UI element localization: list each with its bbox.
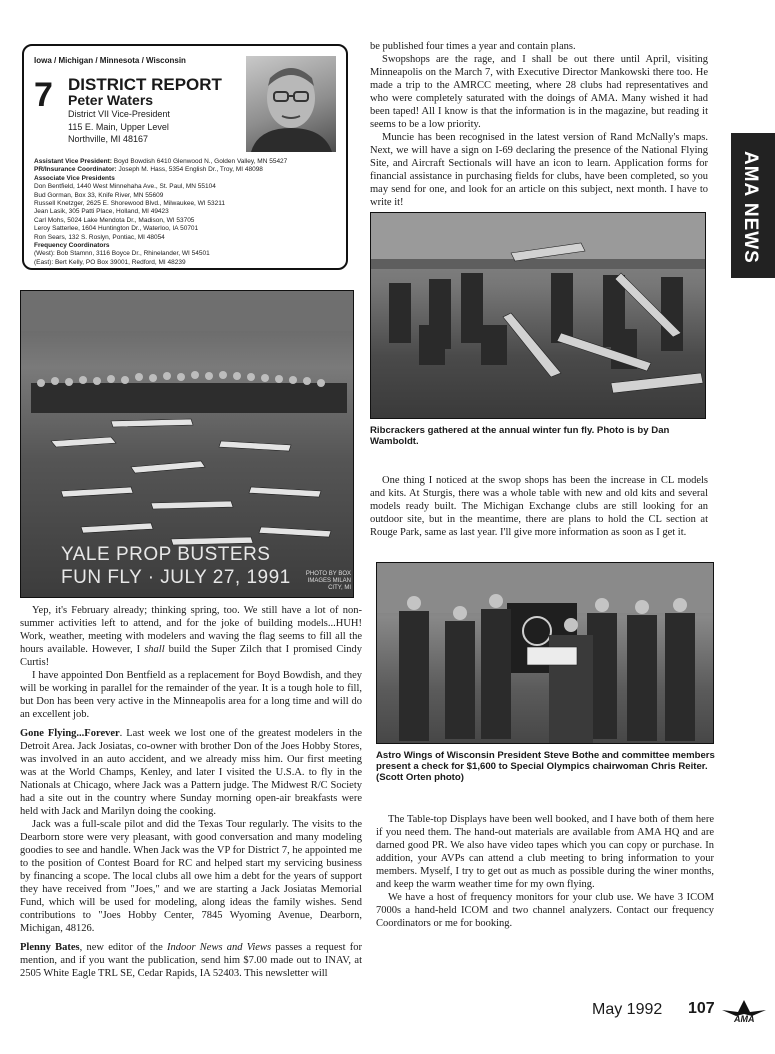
- paragraph: We have a host of frequency monitors for your club use. We have 3 ICOM 7000s a hand-held ICOM and two channel analyzers. Contact our frequency Coordinators or me for booking.: [376, 892, 714, 929]
- article-column-right-mid: [370, 474, 708, 539]
- district-states: Iowa / Michigan / Minnesota / Wisconsin: [34, 56, 186, 65]
- contact-line: [34, 242, 334, 250]
- paragraph: Jack was a full-scale pilot and did the Texas Tour regularly. The visits to the Dearborn store were very pleasant, with good conversation and many modeling goodies to see and handle. When Jack was the VP for District 7, he appointed me to the position of Contest Board for RC and helped start my servicing business by financing a scope. The local clubs all owe him a debt for the years of support they have received from "Joes," and we are starting a Jack Josiatas Memorial Fund, which will be used for modeling, along ideas the family wishes. Send contributions to "Joes Hobby Center, 7845 Wyoming Avenue, Dearborn, Michigan, 48126.: [20, 819, 362, 934]
- yale-photo-caption: [61, 543, 291, 589]
- yale-prop-busters-photo: [20, 290, 354, 598]
- yale-caption-line2: FUN FLY · JULY 27, 1991: [61, 567, 291, 588]
- contact-label: PR/Insurance Coordinator:: [34, 166, 117, 174]
- contact-text: (East): Bert Kelly, PO Box 39001, Redford, MI 48239: [34, 258, 186, 266]
- contact-line: [34, 259, 334, 267]
- contact-line: [34, 250, 334, 258]
- contact-line: [34, 200, 334, 208]
- vp-portrait-photo: [246, 56, 336, 152]
- contact-line: [34, 208, 334, 216]
- contact-text: Russell Knetzger, 2625 E. Shorewood Blvd., Milwaukee, WI 53211: [34, 200, 226, 208]
- section-heading: Plenny Bates: [20, 942, 80, 953]
- ribcrackers-photo: [370, 212, 706, 419]
- district-contacts-list: [34, 158, 334, 267]
- astro-wings-caption: Astro Wings of Wisconsin President Steve Bothe and committee members present a check for $1,600 to Special Olympics chairwoman Chris Reiter. (Scott Orten photo): [376, 750, 715, 783]
- contact-text: (West): Bob Stamnn, 3116 Boyce Dr., Rhinelander, WI 54501: [34, 250, 210, 258]
- contact-text: Boyd Bowdish 6410 Glenwood N., Golden Valley, MN 55427: [113, 158, 288, 165]
- paragraph: Muncie has been recognised in the latest version of Rand McNally's maps. Next, we will have a sign on I-69 declaring the presence of the National Flying Site, and Aircraft Sectionals will have an icon to learn. Application forms for financial assistance in purchasing fields for clubs, have been completed, so you may send for one, and look for an article on this subject, next month. I have to write it!: [370, 132, 708, 208]
- contact-line: [34, 225, 334, 233]
- article-column-right-bottom: [376, 813, 714, 930]
- article-column-right-top: [370, 40, 708, 209]
- contact-text: Carl Mohs, 5024 Lake Mendota Dr., Madison, WI 53705: [34, 216, 195, 224]
- footer-issue-date: May 1992: [592, 1001, 663, 1018]
- contact-line: [34, 175, 334, 183]
- paragraph: Gone Flying...Forever. Last week we lost one of the greatest modelers in the Detroit Area. Jack Josiatas, co-owner with brother Don of the Joes Hobby Stores, was involved in an auto accident, and we already miss him. Our first meeting was at the World Champs, Kenley, and later I visited the U.S.A. to fly in the Nationals at Chicago, where Jack was a Pattern judge. The Midwest R/C Society had a site out in the country where Sunday morning open-air breakfasts were held with Jack and Marilyn doing the cooking.: [20, 728, 362, 817]
- vp-address-line2: Northville, MI 48167: [68, 134, 149, 144]
- paragraph: Plenny Bates, new editor of the Indoor News and Views passes a request for mention, and if you want the publication, send him $7.00 made out to INAV, at 2505 White Eagle TRL SE, Cedar Rapids, IA 52403. This newsletter will: [20, 942, 363, 979]
- contact-line: [34, 192, 334, 200]
- vp-address-line1: 115 E. Main, Upper Level: [68, 122, 169, 132]
- ama-logo-text: AMA: [734, 1014, 755, 1024]
- district-number: 7: [34, 76, 53, 114]
- yale-caption-line1: YALE PROP BUSTERS: [61, 544, 271, 565]
- paragraph: be published four times a year and contain plans.: [370, 41, 576, 52]
- article-column-left: [20, 604, 362, 980]
- vp-name: Peter Waters: [68, 92, 154, 108]
- contact-text: Joseph M. Hass, 5354 English Dr., Troy, MI 48098: [118, 166, 263, 174]
- contact-line: [34, 158, 334, 166]
- vp-role: District VII Vice-President: [68, 109, 170, 119]
- paragraph: Swopshops are the rage, and I shall be out there until April, visiting Minneapolis on the March 7, with Executive Director Mankowski there too. He made a trip to the AMRCC meeting, where 28 clubs had representatives and who were completely saturated with the doings of AMA. Many wished it had been taped! All I know is that the information is in the magazine, but reading it seems to be a low priority.: [370, 54, 708, 130]
- contact-text: Bud Gorman, Box 33, Knife River, MN 55609: [34, 191, 164, 199]
- yale-photo-credit: PHOTO BY BOX IMAGES MILAN CITY, MI: [305, 571, 351, 591]
- astro-wings-photo: [376, 562, 714, 744]
- section-heading: Gone Flying...Forever: [20, 728, 120, 739]
- paragraph: Yep, it's February already; thinking spring, too. We still have a lot of non-summer activities left to attend, and for the joke of building models...HUH! Work, weather, meeting with modelers and waving the flag seems to fill all the hours available. However, I shall build the Super Zilch that I promised Cindy Curtis!: [20, 605, 362, 668]
- contact-label: Associate Vice Presidents: [34, 174, 115, 182]
- district-report-box: [22, 44, 348, 270]
- footer-page-number: 107: [688, 1000, 715, 1017]
- ribcrackers-caption: Ribcrackers gathered at the annual winter fun fly. Photo is by Dan Wamboldt.: [370, 425, 670, 447]
- contact-line: [34, 234, 334, 242]
- contact-line: [34, 217, 334, 225]
- contact-text: Leroy Satterlee, 1604 Huntington Dr., Waterloo, IA 50701: [34, 225, 199, 233]
- contact-text: Jean Lasik, 305 Patti Place, Holland, MI 49423: [34, 208, 169, 216]
- contact-text: Ron Sears, 132 S. Roslyn, Pontiac, MI 48054: [34, 233, 165, 241]
- contact-label: Frequency Coordinators: [34, 242, 110, 250]
- district-title: DISTRICT REPORT: [68, 75, 222, 94]
- contact-line: [34, 166, 334, 174]
- ama-logo-icon: [720, 998, 768, 1028]
- contact-label: Assistant Vice President:: [34, 158, 112, 165]
- paragraph: The Table-top Displays have been well booked, and I have both of them here if you need them. The hand-out materials are available from AMA HQ and are darned good PR. We also have video tapes which you can copy or purchase. In addition, your AVPs can attend a club meeting to bring information to your members. Myself, I try to get out as much as possible during the winer months, and keep the warm weather time for my own flying.: [376, 814, 714, 890]
- ama-news-side-tab: [731, 133, 775, 278]
- side-tab-label: AMA NEWS: [740, 151, 761, 264]
- paragraph: One thing I noticed at the swop shops has been the increase in CL models and kits. At Sturgis, there was a whole table with new and old kits and several models ready built. The Michigan Exchange clubs are still looking for an outdoor site, but in the meantime, there are plans to hold the CL section at Rouge Park, same as last year. I'll give more information as soon as I get it.: [370, 475, 708, 538]
- contact-text: Don Bentfield, 1440 West Minnehaha Ave., St. Paul, MN 55104: [34, 183, 216, 191]
- contact-line: [34, 183, 334, 191]
- paragraph: I have appointed Don Bentfield as a replacement for Boyd Bowdish, and they will be working in parallel for the remainder of the year. It is a tough hole to fill, but Don has been very active in the Minneapolis area for a long time and will do an excellent job.: [20, 670, 362, 720]
